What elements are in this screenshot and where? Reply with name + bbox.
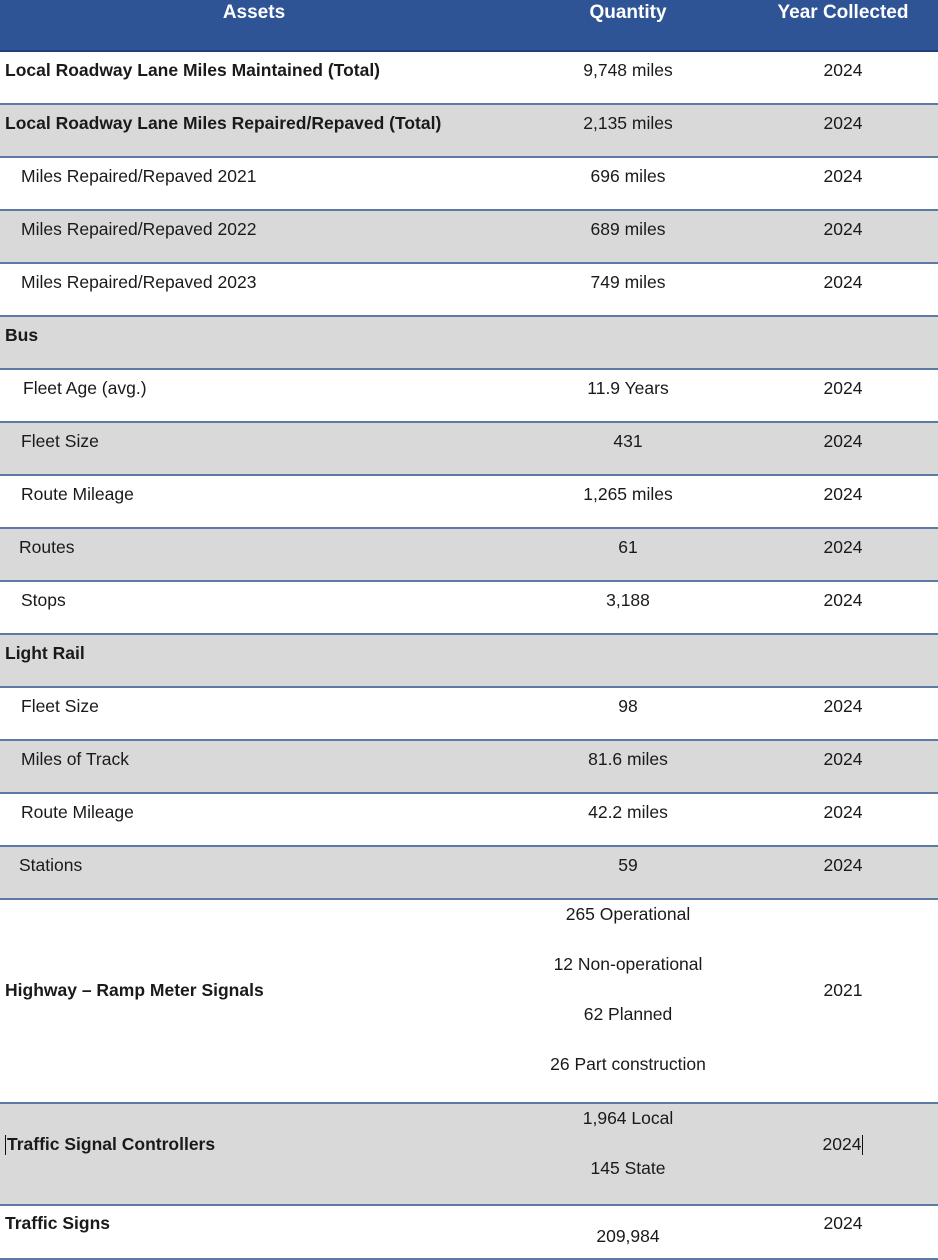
asset-cell: Traffic Signs: [5, 1213, 111, 1233]
quantity-cell: 2,135 miles: [583, 113, 673, 133]
asset-cell: Route Mileage: [21, 802, 134, 822]
table-row: [0, 423, 938, 476]
table-row: [0, 476, 938, 529]
year-cell: 2024: [823, 590, 863, 610]
quantity-cell: 61: [618, 537, 638, 557]
quantity-cell: 11.9 Years: [587, 378, 669, 398]
year-cell: 2024: [823, 537, 863, 557]
quantity-line: 26 Part construction: [550, 1054, 706, 1074]
asset-cell: Fleet Age (avg.): [23, 378, 147, 398]
table-row: [0, 847, 938, 900]
table-row-ramp-meter: [0, 900, 938, 1104]
asset-cell: Miles Repaired/Repaved 2023: [21, 272, 257, 292]
section-row-bus: [0, 317, 938, 370]
table-header: [0, 0, 938, 52]
table-row: [0, 211, 938, 264]
table-row: [0, 794, 938, 847]
quantity-cell: 1,265 miles: [583, 484, 673, 504]
quantity-cell: 98: [618, 696, 638, 716]
quantity-line: 145 State: [590, 1158, 666, 1178]
year-cell: [748, 635, 938, 686]
year-cell: 2024: [823, 166, 863, 186]
header-year-collected: Year Collected: [777, 2, 909, 23]
table-row: [0, 158, 938, 211]
table-row: [0, 52, 938, 105]
quantity-line: 62 Planned: [583, 1004, 673, 1024]
quantity-cell-multiline: [508, 1104, 748, 1204]
quantity-cell: [508, 317, 748, 368]
text-cursor: [862, 1135, 863, 1155]
year-cell: 2024: [823, 431, 863, 451]
asset-cell: Highway – Ramp Meter Signals: [5, 980, 264, 1000]
quantity-line: 12 Non-operational: [553, 954, 703, 974]
year-cell: 2021: [823, 980, 863, 1000]
year-cell: [748, 317, 938, 368]
asset-cell: Miles Repaired/Repaved 2021: [21, 166, 257, 186]
table-row: [0, 370, 938, 423]
year-cell: 2024: [823, 484, 863, 504]
quantity-cell: 9,748 miles: [583, 60, 673, 80]
asset-cell: Miles of Track: [21, 749, 129, 769]
asset-cell: [0, 1104, 508, 1204]
quantity-cell: 3,188: [606, 590, 650, 610]
section-label: Bus: [5, 325, 39, 345]
year-cell: 2024: [823, 749, 863, 769]
quantity-line: 265 Operational: [565, 904, 691, 924]
table-row: [0, 688, 938, 741]
section-label: Light Rail: [5, 643, 85, 663]
asset-cell: Stations: [19, 855, 83, 875]
asset-cell: Local Roadway Lane Miles Repaired/Repaved (Total): [5, 113, 442, 133]
year-cell: 2024: [823, 378, 863, 398]
quantity-cell: [508, 635, 748, 686]
quantity-cell: 431: [613, 431, 643, 451]
year-cell: [748, 1104, 938, 1204]
table-row-signal-controllers: [0, 1104, 938, 1206]
asset-cell: Fleet Size: [21, 431, 99, 451]
year-cell: 2024: [823, 696, 863, 716]
table-row: [0, 741, 938, 794]
quantity-line: 1,964 Local: [582, 1108, 674, 1128]
quantity-cell: 59: [618, 855, 638, 875]
year-cell: 2024: [823, 272, 863, 292]
table-row: [0, 264, 938, 317]
asset-label: Traffic Signal Controllers: [7, 1134, 216, 1154]
text-cursor: [5, 1135, 6, 1155]
asset-cell: Miles Repaired/Repaved 2022: [21, 219, 257, 239]
quantity-cell: 749 miles: [590, 272, 666, 292]
year-cell: 2024: [823, 113, 863, 133]
header-quantity: Quantity: [589, 2, 667, 23]
asset-cell: Route Mileage: [21, 484, 134, 504]
asset-cell: Stops: [21, 590, 66, 610]
header-assets: Assets: [222, 2, 286, 23]
year-cell: 2024: [823, 855, 863, 875]
asset-cell: Routes: [19, 537, 75, 557]
table-row: [0, 529, 938, 582]
table-row: [0, 582, 938, 635]
quantity-cell: 696 miles: [590, 166, 666, 186]
quantity-cell: 42.2 miles: [588, 802, 668, 822]
table-row: [0, 105, 938, 158]
year-label: 2024: [822, 1134, 862, 1154]
quantity-cell: 209,984: [596, 1226, 660, 1246]
section-row-light-rail: [0, 635, 938, 688]
quantity-cell-multiline: [508, 900, 748, 1102]
year-cell: 2024: [823, 60, 863, 80]
table-row: [0, 1206, 938, 1260]
asset-cell: Fleet Size: [21, 696, 99, 716]
year-cell: 2024: [823, 219, 863, 239]
asset-cell: Local Roadway Lane Miles Maintained (Total): [5, 60, 381, 80]
year-cell: 2024: [823, 802, 863, 822]
year-cell: 2024: [823, 1213, 863, 1233]
quantity-cell: 81.6 miles: [588, 749, 668, 769]
quantity-cell: 689 miles: [590, 219, 666, 239]
